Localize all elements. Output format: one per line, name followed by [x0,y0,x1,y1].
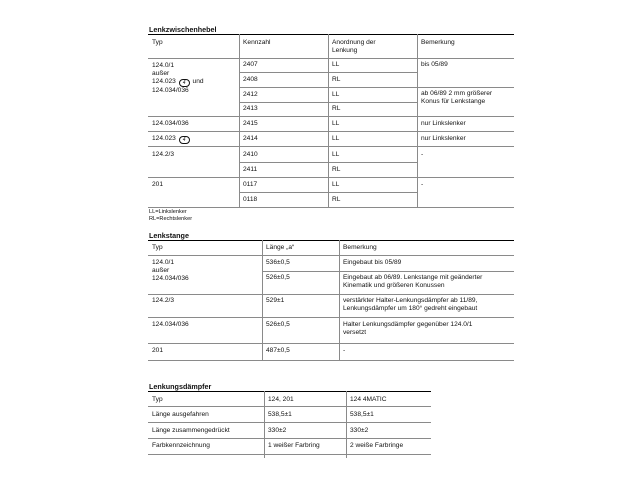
kennzahl-cell: 0117 [243,181,258,188]
bemerkung-cell [343,297,477,313]
bemerkung-cell: nur Linkslenker [421,135,466,142]
typ-line: außer [152,267,170,275]
table-border [148,294,514,295]
typ-line: 124.034/036 [152,87,189,95]
table-border [346,391,347,458]
table-border [148,422,431,423]
bemerkung-line: Halter Lenkungsdämpfer gegenüber 124.0/1 [343,321,473,328]
column-header-anordnung [332,39,376,55]
typ-cell: 124.023 4 [152,135,191,144]
laenge-cell: 487±0,5 [266,347,290,354]
value-cell: 538,5±1 [268,411,292,418]
table-border [239,87,514,88]
kennzahl-cell: 2415 [243,120,258,127]
table-border [148,255,514,256]
kennzahl-cell: 2407 [243,61,258,68]
column-header-typ: Typ [152,396,163,403]
table-border [148,454,431,455]
table-border [148,207,514,208]
table-border [148,360,514,361]
table-border [239,192,417,193]
bemerkung-cell [421,90,492,106]
table-border [148,116,514,117]
anordnung-cell: LL [332,61,340,68]
footnote-circle-icon: 4 [179,79,190,87]
table-border [148,131,514,132]
table-border [148,146,514,147]
table-border [148,438,431,439]
header-line: Lenkung [332,47,358,55]
column-header-kennzahl: Kennzahl [243,39,271,46]
typ-cell: 124.034/036 [152,321,189,328]
row-label: Länge zusammengedrückt [152,427,230,434]
anordnung-cell: LL [332,181,340,188]
table-border [264,391,265,458]
bemerkung-cell: - [421,181,424,188]
bemerkung-line: verstärkter Halter-Lenkungsdämpfer ab 11/89, [343,297,478,304]
bemerkung-line: Kinematik und größeren Konussen [343,282,445,290]
laenge-cell: 526±0,5 [266,274,290,281]
table-border [239,102,417,103]
kennzahl-cell: 2410 [243,151,258,158]
typ-line: außer [152,70,170,78]
typ-cell [152,62,204,96]
bemerkung-line: Eingebaut ab 06/89. Lenkstange mit geänderter [343,274,483,281]
section-rule [148,34,514,35]
column-header-typ: Typ [152,244,163,251]
anordnung-cell: LL [332,151,340,158]
typ-cell: 201 [152,347,164,354]
anordnung-cell: LL [332,91,340,98]
bemerkung-cell [343,274,482,290]
bemerkung-cell: - [343,347,346,354]
typ-cell: 201 [152,181,164,188]
section-rule [148,391,431,392]
legend-line: LL=Linkslenker [149,209,187,215]
kennzahl-cell: 2412 [243,91,258,98]
section-rule [148,240,514,241]
table-border [148,177,514,178]
kennzahl-cell: 2414 [243,135,258,142]
typ-line: 124.034/036 [152,275,189,283]
table-border [239,72,417,73]
laenge-cell: 536±0,5 [266,259,290,266]
table-border [262,271,514,272]
value-cell: 330±2 [350,427,369,434]
kennzahl-cell: 2411 [243,166,258,173]
laenge-cell: 526±0,5 [266,321,290,328]
anordnung-cell: LL [332,135,340,142]
kennzahl-cell: 2413 [243,105,258,112]
row-label: Farbkennzeichnung [152,442,210,449]
typ-cell: 124.2/3 [152,151,174,158]
column-header-laenge: Länge „a“ [266,244,295,251]
anordnung-cell: RL [332,166,341,173]
column-header-bemerkung: Bemerkung [421,39,455,46]
bemerkung-cell: bis 05/89 [421,61,448,68]
bemerkung-line: Lenkungsdämpfer um 180° gedreht eingebaut [343,305,478,313]
laenge-cell: 529±1 [266,297,285,304]
anordnung-cell: RL [332,105,341,112]
kennzahl-cell: 0118 [243,196,258,203]
anordnung-cell: RL [332,76,341,83]
typ-cell: 124.034/036 [152,120,189,127]
column-header-typ: Typ [152,39,163,46]
kennzahl-cell: 2408 [243,76,258,83]
table-border [417,34,418,208]
row-label: Länge ausgefahren [152,411,209,418]
typ-line: 124.0/1 [152,62,174,69]
table-border [148,58,514,59]
table-border [262,240,263,360]
legend-line: RL=Rechtslenker [149,215,193,222]
column-header-124-201: 124, 201 [268,396,294,403]
bemerkung-line: Konus für Lenkstange [421,98,486,106]
bemerkung-cell [343,321,472,337]
table-border [148,406,431,407]
footnote-circle-icon: 4 [179,136,190,144]
section-title-lenkzwischenhebel: Lenkzwischenhebel [149,25,217,34]
anordnung-cell: LL [332,120,340,127]
bemerkung-line: versetzt [343,329,367,337]
bemerkung-cell: Eingebaut bis 05/89 [343,259,402,266]
legend [149,209,192,222]
column-header-bemerkung: Bemerkung [343,244,377,251]
table-border [148,317,514,318]
table-border [239,162,417,163]
value-cell: 330±2 [268,427,287,434]
typ-cell: 124.2/3 [152,297,174,304]
header-line: Anordnung der [332,39,376,46]
table-border [328,34,329,208]
section-title-lenkungsdaempfer: Lenkungsdämpfer [149,382,212,391]
value-cell: 2 weiße Farbringe [350,442,404,449]
table-border [239,34,240,208]
anordnung-cell: RL [332,196,341,203]
value-cell: 538,5±1 [350,411,374,418]
value-cell: 1 weißer Farbring [268,442,320,449]
column-header-124-4matic: 124 4MATIC [350,396,387,403]
typ-cell [152,259,189,284]
bemerkung-cell: nur Linkslenker [421,120,466,127]
bemerkung-cell: - [421,151,424,158]
table-border [148,343,514,344]
bemerkung-line: ab 06/89 2 mm größerer [421,90,493,97]
table-border [339,240,340,360]
section-title-lenkstange: Lenkstange [149,231,189,240]
typ-line: 124.023 4 und [152,78,204,87]
typ-line: 124.0/1 [152,259,174,266]
